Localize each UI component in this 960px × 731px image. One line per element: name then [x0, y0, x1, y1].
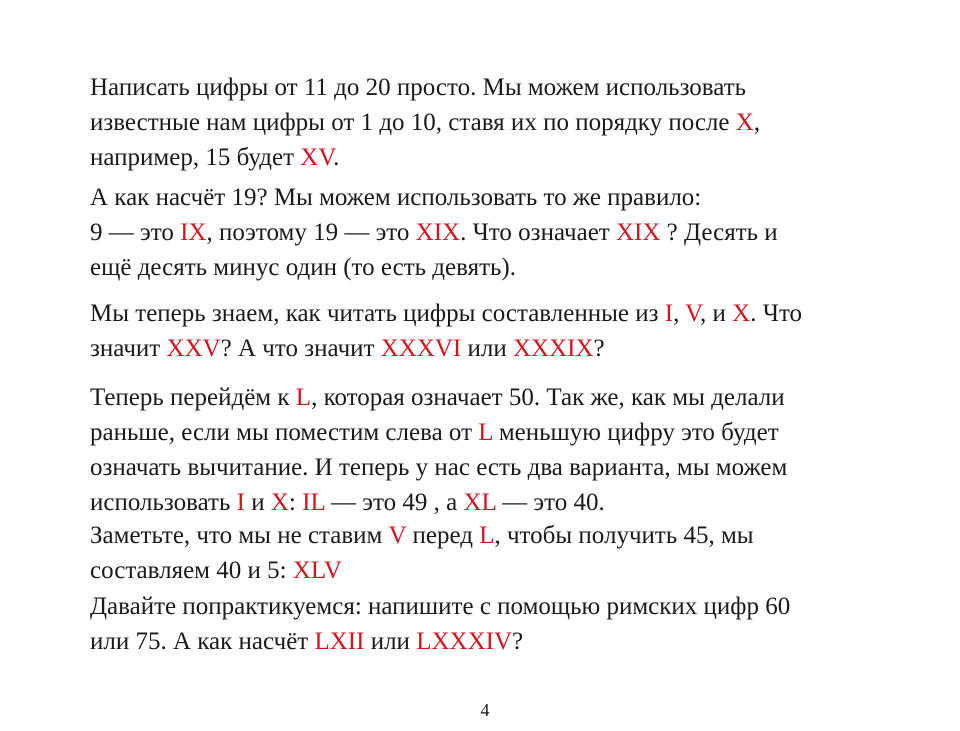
- roman-numeral: XXXVI: [380, 335, 462, 362]
- text-run: ещё десять минус один (то есть девять).: [90, 254, 516, 281]
- text-line: [90, 415, 890, 450]
- roman-numeral: XLV: [292, 557, 342, 584]
- text-line: [90, 180, 890, 215]
- text-run: ,: [753, 109, 761, 136]
- text-run: Написать цифры от 11 до 20 просто. Мы можем использовать: [90, 74, 747, 101]
- text-run: , чтобы получить 45, мы: [494, 522, 754, 549]
- text-run: ,: [673, 300, 686, 327]
- text-line: [90, 624, 890, 659]
- text-run: ? А что значит: [220, 335, 381, 362]
- text-run: Заметьте, что мы не ставим: [90, 522, 389, 549]
- text-run: . Что означает: [460, 219, 616, 246]
- roman-numeral: X: [735, 109, 754, 136]
- paragraph-5: [90, 518, 890, 588]
- paragraph-3: [90, 296, 890, 366]
- text-run: или: [461, 335, 513, 362]
- paragraph-1: [90, 70, 890, 175]
- roman-numeral: XL: [463, 489, 496, 516]
- roman-numeral: XXXIX: [512, 335, 594, 362]
- roman-numeral: X: [270, 489, 289, 516]
- text-line: [90, 105, 890, 140]
- text-line: [90, 296, 890, 331]
- roman-numeral: XV: [300, 144, 334, 171]
- text-line: [90, 140, 890, 175]
- roman-numeral: I: [236, 489, 245, 516]
- text-run: — это 40.: [495, 489, 605, 516]
- text-line: [90, 518, 890, 553]
- text-run: или: [364, 628, 417, 655]
- text-run: , и: [700, 300, 733, 327]
- text-line: [90, 70, 890, 105]
- text-run: , поэтому 19 — это: [206, 219, 416, 246]
- text-line: [90, 331, 890, 366]
- text-run: .: [333, 144, 340, 171]
- text-line: [90, 380, 890, 415]
- text-run: . Что: [750, 300, 803, 327]
- paragraph-6: [90, 589, 890, 659]
- roman-numeral: LXXXIV: [416, 628, 513, 655]
- text-line: [90, 589, 890, 624]
- roman-numeral: XIX: [615, 219, 661, 246]
- text-run: Давайте попрактикуемся: напишите с помощью римских цифр 60: [90, 593, 791, 620]
- text-run: ?: [593, 335, 605, 362]
- text-run: использовать: [90, 489, 237, 516]
- text-line: [90, 553, 890, 588]
- text-run: :: [288, 489, 303, 516]
- paragraph-4: [90, 380, 890, 520]
- roman-numeral: IX: [180, 219, 207, 246]
- text-run: , которая означает 50. Так же, как мы делали: [311, 384, 785, 411]
- text-run: составляем 40 и 5:: [90, 557, 293, 584]
- text-run: 9 — это: [90, 219, 181, 246]
- text-run: перед: [406, 522, 480, 549]
- text-run: и: [244, 489, 271, 516]
- text-run: меньшую цифру это будет: [492, 419, 779, 446]
- text-run: ? Десять и: [660, 219, 778, 246]
- roman-numeral: I: [664, 300, 674, 327]
- text-line: [90, 450, 890, 485]
- roman-numeral: V: [388, 522, 407, 549]
- roman-numeral: XIX: [415, 219, 461, 246]
- roman-numeral: LXII: [314, 628, 365, 655]
- roman-numeral: XXV: [166, 335, 221, 362]
- text-run: значит: [90, 335, 167, 362]
- roman-numeral: V: [685, 300, 700, 327]
- text-line: [90, 250, 890, 285]
- text-run: или 75. А как насчёт: [90, 628, 315, 655]
- text-run: известные нам цифры от 1 до 10, ставя их по порядку после: [90, 109, 736, 136]
- roman-numeral: IL: [302, 489, 325, 516]
- roman-numeral: L: [479, 522, 495, 549]
- text-run: например, 15 будет: [90, 144, 301, 171]
- text-line: [90, 215, 890, 250]
- text-run: — это 49 , а: [324, 489, 464, 516]
- text-run: ?: [512, 628, 524, 655]
- text-run: А как насчёт 19? Мы можем использовать то же правило:: [90, 184, 702, 211]
- text-run: Теперь перейдём к: [90, 384, 296, 411]
- page-number: 4: [480, 700, 490, 720]
- roman-numeral: L: [295, 384, 312, 411]
- text-line: [90, 485, 890, 520]
- roman-numeral: L: [478, 419, 493, 446]
- paragraph-2: [90, 180, 890, 285]
- roman-numeral: X: [732, 300, 751, 327]
- text-run: раньше, если мы поместим слева от: [90, 419, 479, 446]
- text-run: означать вычитание. И теперь у нас есть два варианта, мы можем: [90, 454, 788, 481]
- text-run: Мы теперь знаем, как читать цифры составленные из: [90, 300, 665, 327]
